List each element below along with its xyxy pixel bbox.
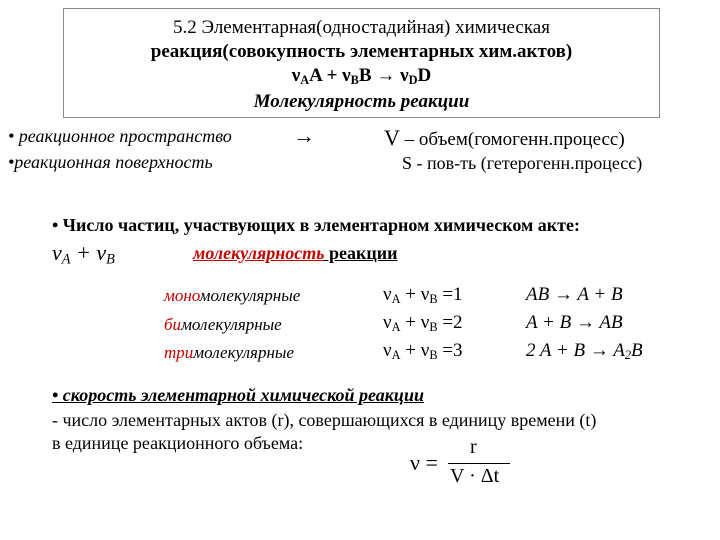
- reaction-2: A + B → AB: [526, 312, 623, 333]
- bi-label: бимолекулярные: [164, 315, 282, 334]
- particles-heading: • Число частиц, участвующих в элементарном химическом акте:: [52, 215, 580, 235]
- reaction-1: AB → A + B: [526, 284, 623, 305]
- mono-label: мономолекулярные: [164, 286, 301, 305]
- title-equation: $\nu_AA + \nu_BB \to \nu_DD$: [291, 65, 432, 88]
- reaction-space-bullet: • реакционное пространство: [8, 126, 232, 146]
- formula-lhs: ν =: [410, 450, 438, 475]
- title-molecularity: Молекулярность реакции: [253, 91, 470, 112]
- sum-2: $\nu_A + \nu_B =2$: [383, 312, 463, 335]
- rate-line-2: в единице реакционного объема:: [52, 433, 304, 453]
- arrow-icon: →: [376, 65, 396, 86]
- volume-text: V – объем(гомогенн.процесс): [384, 125, 625, 150]
- sum-1: $\nu_A + \nu_B =1$: [383, 284, 463, 307]
- tri-label: тримолекулярные: [164, 343, 294, 362]
- title-line-1: 5.2 Элементарная(одностадийная) химическая: [173, 17, 550, 38]
- formula-numerator: r: [470, 436, 477, 458]
- rate-line-1: - число элементарных актов (r), совершающихся в единицу времени (t): [52, 410, 597, 430]
- title-line-2: реакция(совокупность элементарных хим.актов): [150, 41, 573, 62]
- arrow-icon: →: [293, 123, 315, 148]
- molecularity-label: молекулярность реакции: [193, 243, 398, 263]
- sum-3: $\nu_A + \nu_B =3$: [383, 340, 463, 363]
- reaction-3: 2 $A + B \to A_2B$: [526, 340, 643, 363]
- title-box: [63, 8, 660, 118]
- fraction-bar: [448, 463, 510, 464]
- rate-heading: • скорость элементарной химической реакции: [52, 385, 424, 405]
- surface-text: S - пов-ть (гетерогенн.процесс): [402, 153, 643, 173]
- particles-sum: $\nu_A + \nu_B$: [52, 240, 115, 268]
- reaction-surface-bullet: •реакционная поверхность: [8, 152, 213, 172]
- formula-denominator: V · Δt: [450, 465, 500, 487]
- rate-formula: [410, 436, 512, 488]
